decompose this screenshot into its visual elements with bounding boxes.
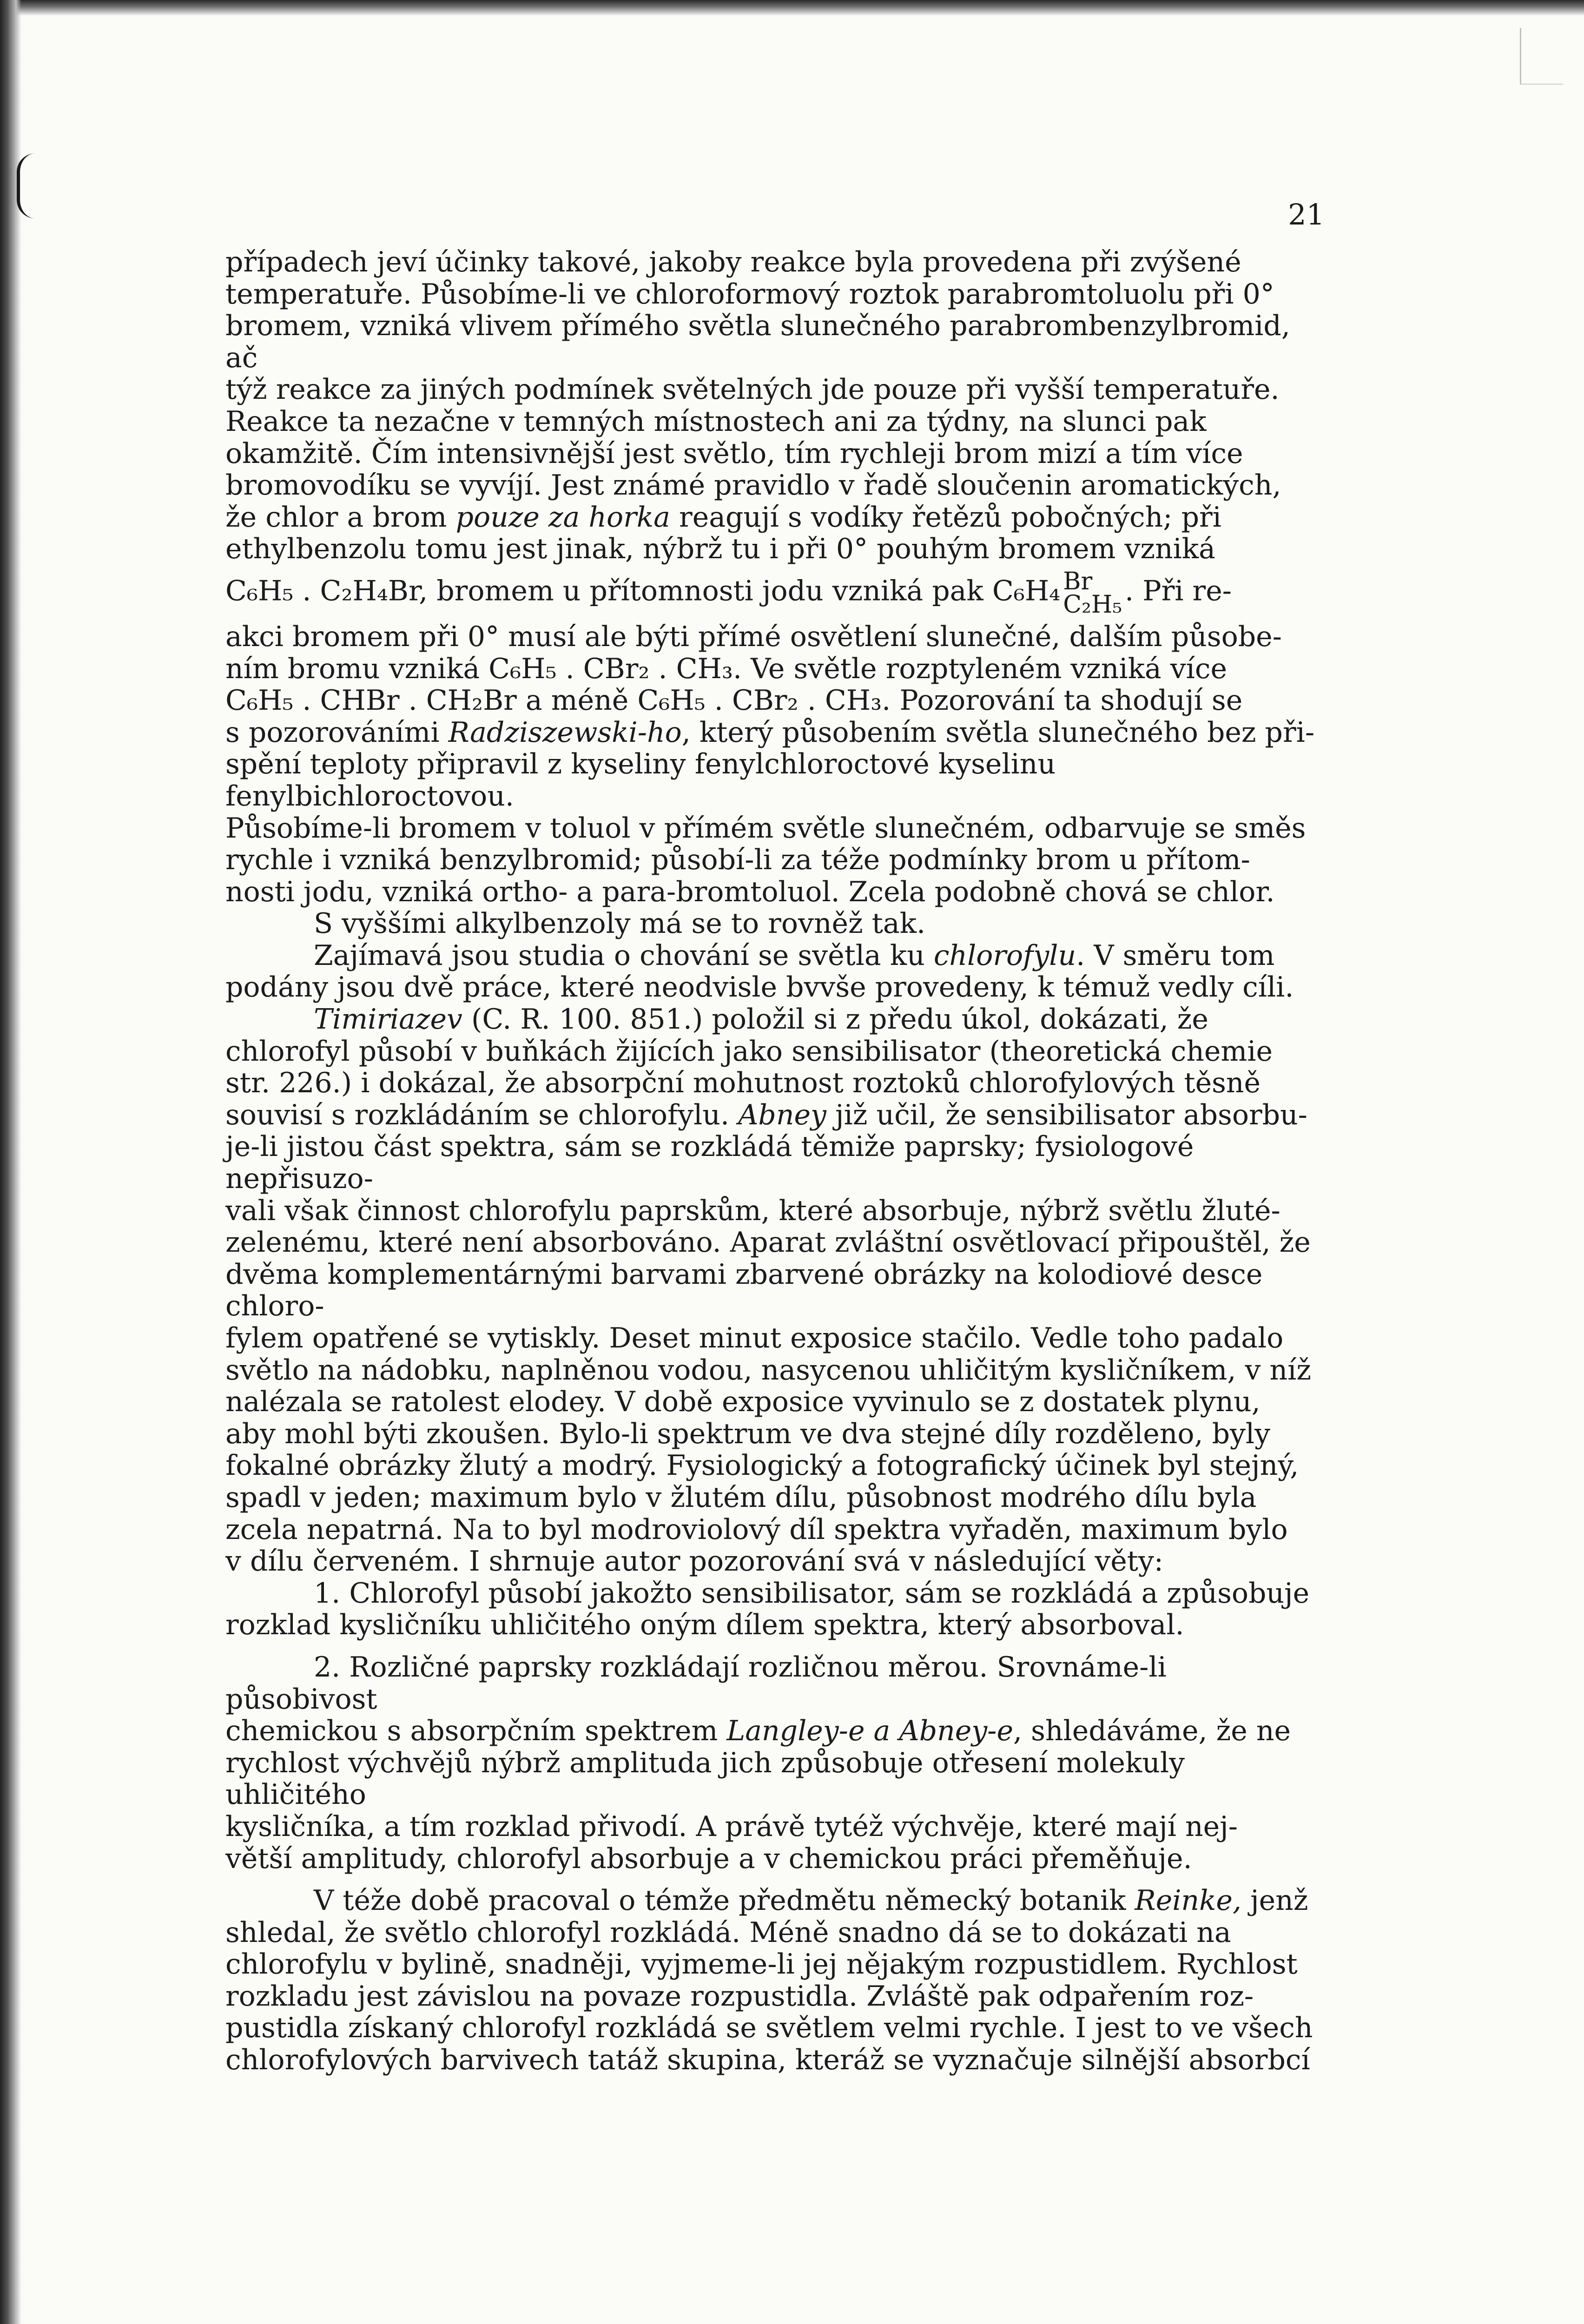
text-line: větší amplitudy, chlorofyl absorbuje a v chemickou práci přeměňuje.: [225, 1842, 1192, 1875]
text-line: ethylbenzolu tomu jest jinak, nýbrž tu i při 0° pouhým bromem vzniká: [225, 533, 1215, 566]
page-curl-shadow: [17, 153, 39, 218]
text-line: pustidla získaný chlorofyl rozkládá se světlem velmi rychle. I jest to ve všech: [225, 2012, 1313, 2045]
text-line: [225, 940, 1325, 972]
substituent-bottom: C₂H₅: [1063, 590, 1122, 619]
text-line: 2. Rozličné paprsky rozkládají rozličnou měrou. Srovnáme-li působivost: [225, 1651, 1167, 1716]
text-line: aby mohl býti zkoušen. Bylo-li spektrum ve dva stejné díly rozděleno, byly: [225, 1417, 1271, 1450]
text-line: rozklad kysličníku uhličitého oným dílem spektra, který absorboval.: [225, 1609, 1184, 1642]
scan-border-left: [0, 0, 21, 2324]
text-line: bromem, vzniká vlivem přímého světla slunečného parabrombenzylbromid, ač: [225, 310, 1290, 374]
text-line: okamžitě. Čím intensivnější jest světlo, tím rychleji brom mizí a tím více: [225, 437, 1243, 470]
text-run: chemickou s absorpčním spektrem: [225, 1715, 727, 1748]
text-run: již učil, že sensibilisator absorbu-: [826, 1098, 1307, 1131]
substituent-top: Br: [1063, 567, 1093, 595]
text-line: kysličníka, a tím rozklad přivodí. A právě tytéž výchvěje, které mají nej-: [225, 1810, 1238, 1843]
text-line: zcela nepatrná. Na to byl modroviolový díl spektra vyřaděn, maximum bylo: [225, 1513, 1288, 1546]
author-name: Abney: [738, 1098, 826, 1131]
text-line: chlorofylových barvivech tatáž skupina, kteráž se vyznačuje silnější absorbcí: [225, 2044, 1310, 2077]
text-run: , shledáváme, že ne: [1013, 1715, 1291, 1748]
text-line: Působíme-li bromem v toluol v přímém světle slunečném, odbarvuje se směs: [225, 812, 1306, 845]
text-line: světlo na nádobku, naplněnou vodou, nasycenou uhličitým kysličníkem, v níž: [225, 1353, 1311, 1386]
list-item-2: [225, 1651, 1325, 1875]
text-run: s pozorováními: [225, 716, 449, 749]
text-run: V téže době pracoval o témže předmětu německý botanik: [314, 1884, 1135, 1917]
text-line: C₆H₅ . CHBr . CH₂Br a méně C₆H₅ . CBr₂ . CH₃. Pozorování ta shodují se: [225, 684, 1243, 717]
body-text: [225, 246, 1325, 2076]
text-run: . V směru tom: [1076, 939, 1275, 972]
text-run: Zajímavá jsou studia o chování se světla ku: [314, 939, 934, 972]
formula-substituents: [1063, 567, 1122, 619]
text-line: [225, 1004, 1325, 1036]
formula-ethylbenzene-bromide: C₆H₅ . C₂H₄Br,: [225, 574, 428, 607]
text-line: chlorofylu v bylině, snadněji, vyjmeme-li jej nějakým rozpustidlem. Rychlost: [225, 1948, 1298, 1981]
text-line: fokalné obrázky žlutý a modrý. Fysiologický a fotografický účinek byl stejný,: [225, 1449, 1299, 1482]
text-line: fylem opatřené se vytiskly. Deset minut exposice stačilo. Vedle toho padalo: [225, 1322, 1284, 1354]
spacer: [225, 1641, 1325, 1651]
text-line: akci bromem při 0° musí ale býti přímé osvětlení slunečné, dalším působe-: [225, 620, 1282, 653]
text-line: případech jeví účinky takové, jakoby reakce byla provedena při zvýšené: [225, 246, 1241, 278]
spacer: [225, 1875, 1325, 1885]
author-name: Reinke,: [1135, 1884, 1241, 1917]
text-line: [225, 502, 1325, 534]
paragraph-chlorophyll-intro: [225, 940, 1325, 1004]
text-line: [225, 717, 1325, 749]
author-name: Radziszewski-ho: [448, 716, 682, 749]
text-line: podány jsou dvě práce, které neodvisle bvvše provedeny, k témuž vedly cíli.: [225, 971, 1294, 1004]
list-item-1: [225, 1578, 1325, 1641]
text-line: nosti jodu, vzniká ortho- a para-bromtoluol. Zcela podobně chová se chlor.: [225, 875, 1275, 908]
text-line: ním bromu vzniká C₆H₅ . CBr₂ . CH₃. Ve světle rozptyleném vzniká více: [225, 652, 1227, 685]
paragraph-reinke: [225, 1885, 1325, 2076]
text-run: souvisí s rozkládáním se chlorofylu.: [225, 1098, 739, 1131]
text-line: rozkladu jest závislou na povaze rozpustidla. Zvláště pak odpařením roz-: [225, 1980, 1254, 2013]
paragraph-alkylbenzenes: S vyššími alkylbenzoly má se to rovněž tak.: [314, 907, 926, 940]
text-line: chlorofyl působí v buňkách žijících jako sensibilisator (theoretická chemie: [225, 1035, 1273, 1068]
text-line: spadl v jeden; maximum bylo v žlutém dílu, působnost modrého dílu byla: [225, 1481, 1257, 1514]
text-run: (C. R. 100. 851.) položil si z předu úkol, dokázati, že: [462, 1003, 1208, 1036]
text-line: je-li jistou část spektra, sám se rozkládá těmiže paprsky; fysiologové nepřisuzo-: [225, 1130, 1194, 1195]
text-line: 1. Chlorofyl působí jakožto sensibilisator, sám se rozkládá a způsobuje: [314, 1577, 1310, 1610]
text-line: str. 226.) i dokázal, že absorpční mohutnost roztoků chlorofylových těsně: [225, 1067, 1261, 1100]
italic-term: chlorofylu: [933, 939, 1076, 972]
text-line: rychlost výchvějů nýbrž amplituda jich způsobuje otřesení molekuly uhličitého: [225, 1746, 1185, 1811]
text-line: Reakce ta nezačne v temných místnostech ani za týdny, na slunci pak: [225, 405, 1207, 438]
text-line: zelenému, které není absorbováno. Aparat zvláštní osvětlovací připouštěl, že: [225, 1226, 1311, 1259]
scan-border-top: [0, 0, 1584, 16]
italic-phrase: pouze za horka: [455, 501, 670, 534]
text-line: nalézala se ratolest elodey. V době exposice vyvinulo se z dostatek plynu,: [225, 1386, 1261, 1419]
formula-line: [225, 567, 1325, 619]
text-line: [225, 1099, 1325, 1131]
text-line: spění teploty připravil z kyseliny fenylchloroctové kyselinu fenylbichloroctovou.: [225, 748, 1056, 812]
text-line: temperatuře. Působíme-li ve chloroformový roztok parabromtoluolu při 0°: [225, 277, 1274, 310]
text-line: dvěma komplementárnými barvami zbarvené obrázky na kolodiové desce chloro-: [225, 1258, 1263, 1323]
formula-substituted-benzene: C₆H₄: [992, 574, 1061, 607]
text-line: bromovodíku se vyvíjí. Jest známé pravidlo v řadě sloučenin aromatických,: [225, 469, 1281, 502]
text-line: rychle i vzniká benzylbromid; působí-li za téže podmínky brom u přítom-: [225, 844, 1250, 877]
text-run: že chlor a brom: [225, 501, 456, 534]
scan-corner-mark: [1520, 28, 1563, 85]
text-run: jenž: [1241, 1884, 1308, 1917]
author-name: Timiriazev: [314, 1003, 462, 1036]
text-line: v dílu červeném. I shrnuje autor pozorování svá v následující věty:: [225, 1545, 1163, 1578]
text-line: [225, 1715, 1325, 1747]
author-names: Langley-e a Abney-e: [726, 1715, 1013, 1748]
text-run: reagují s vodíky řetězů pobočných; při: [670, 501, 1221, 534]
page-number: 21: [1288, 198, 1325, 231]
text-line: vali však činnost chlorofylu paprskům, které absorbuje, nýbrž světlu žluté-: [225, 1194, 1280, 1227]
text-run: . Při re-: [1125, 574, 1232, 607]
paragraph-photobromination: [225, 246, 1325, 908]
paragraph-timiriazev: [225, 1004, 1325, 1578]
text-line: [225, 1885, 1325, 1917]
text-line: shledal, že světlo chlorofyl rozkládá. Méně snadno dá se to dokázati na: [225, 1916, 1231, 1949]
text-line: týž reakce za jiných podmínek světelných jde pouze při vyšší temperatuře.: [225, 373, 1280, 406]
text-run: bromem u přítomnosti jodu vzniká pak: [428, 574, 992, 607]
text-run: , který působením světla slunečného bez při-: [681, 716, 1315, 749]
